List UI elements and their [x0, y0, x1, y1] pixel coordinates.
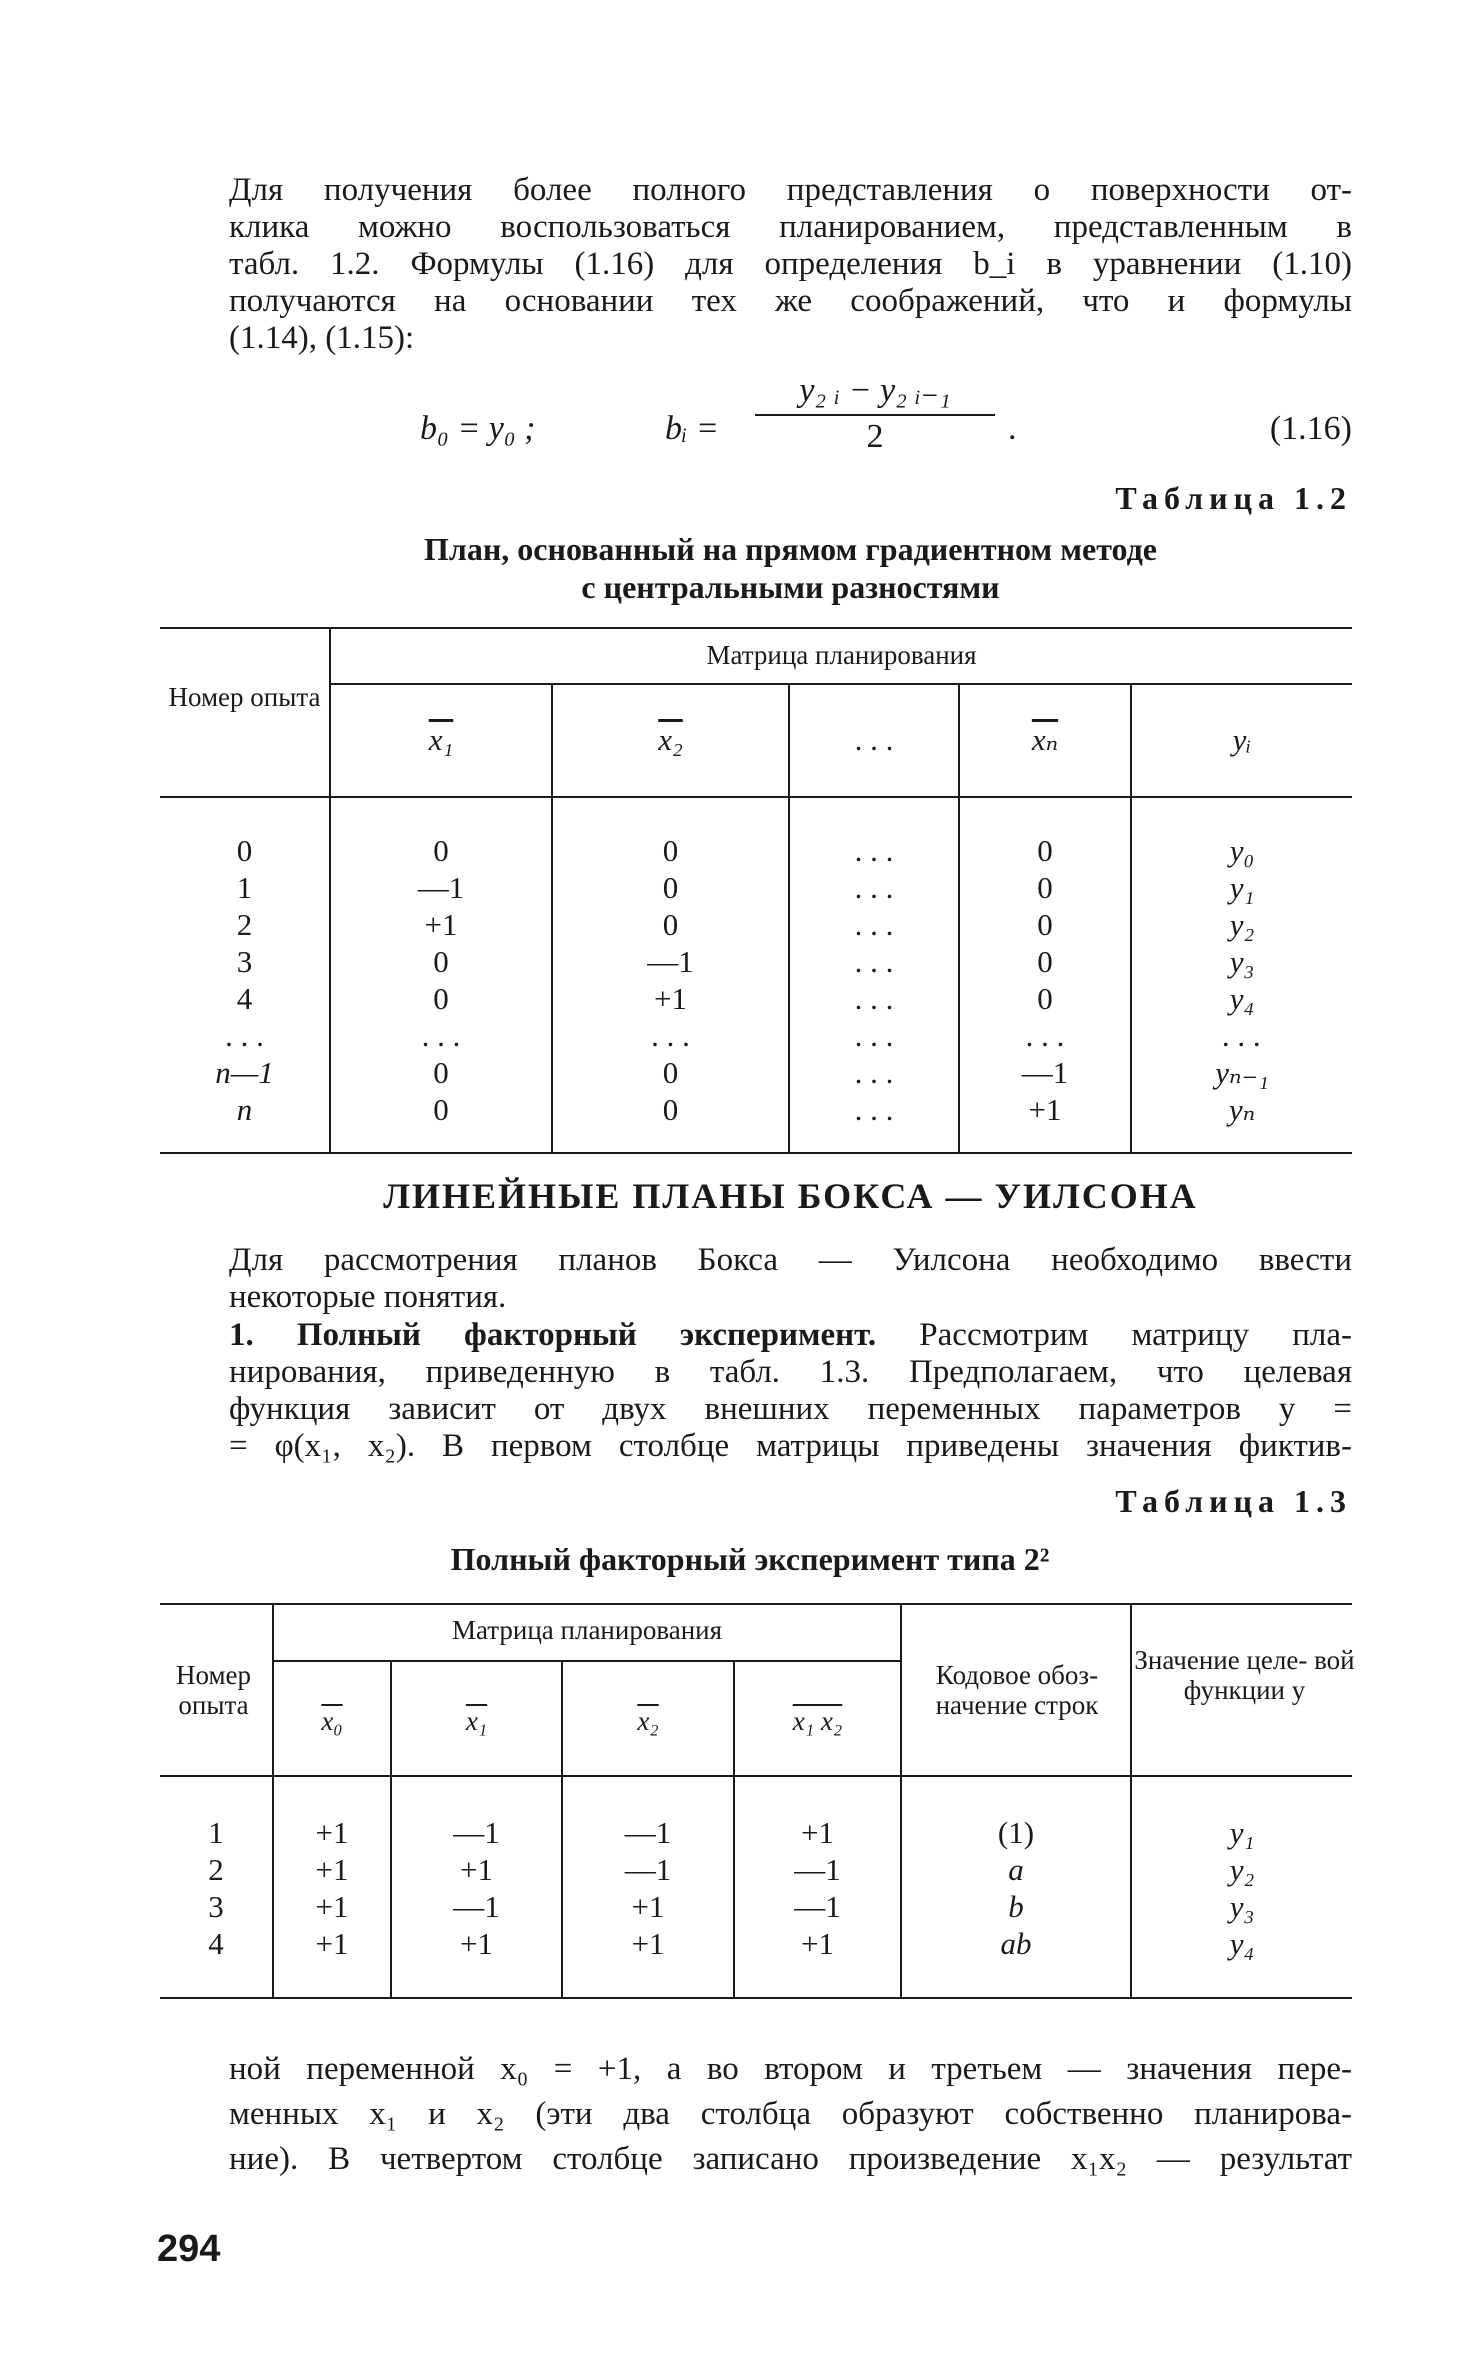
- table-cell: . . .: [651, 1018, 690, 1053]
- column-y: [1132, 832, 1352, 1128]
- table-cell: y₃: [1229, 944, 1255, 979]
- table-cell: +1: [631, 1926, 665, 1961]
- table-1-2-caption: Таблица 1.2: [1115, 480, 1352, 516]
- table-cell: b: [1008, 1889, 1024, 1924]
- formula-dot: .: [1008, 410, 1017, 447]
- table-cell: +1: [801, 1815, 834, 1850]
- table-cell: +1: [315, 1926, 349, 1961]
- table-cell: 0: [433, 1092, 449, 1127]
- column-x1: [331, 832, 551, 1128]
- table-title-line: с центральными разностями: [581, 569, 1000, 605]
- table-cell: a: [1008, 1852, 1024, 1887]
- table-cell: y₀: [1229, 833, 1255, 868]
- table-cell: 0: [236, 833, 253, 868]
- paragraph-full-factorial: [229, 1317, 1352, 1465]
- table-cell: —1: [647, 944, 694, 979]
- header-experiment-number: Номер опыта: [175, 1660, 252, 1720]
- paragraph-box-wilson: [229, 1242, 1352, 1316]
- table-cell: +1: [801, 1926, 834, 1961]
- table-cell: 0: [433, 833, 449, 868]
- table-bottom-rule: [160, 1152, 1352, 1154]
- formula-b0: b₀ = y₀ ;: [420, 410, 536, 447]
- table-cell: y₂: [1229, 907, 1255, 942]
- table-cell: 0: [1037, 981, 1053, 1016]
- table-cell: —1: [453, 1889, 500, 1924]
- header-planning-matrix: Матрица планирования: [451, 1615, 723, 1645]
- text-run: Рассмотрим матрицу пла-: [876, 1317, 1352, 1353]
- table-cell: . . .: [854, 1055, 894, 1090]
- table-cell: . . .: [225, 1018, 264, 1053]
- table-top-rule: [160, 1603, 1352, 1605]
- column-experiment-number: [160, 1814, 272, 1962]
- header-x1x2: x₁ x₂: [792, 1706, 843, 1736]
- column-experiment-number: [160, 832, 329, 1128]
- header-x0: x₀: [321, 1706, 343, 1736]
- header-planning-matrix: Матрица планирования: [706, 640, 977, 670]
- table-cell: —1: [794, 1852, 841, 1887]
- header-yi: yᵢ: [1232, 722, 1252, 757]
- table-cell: —1: [794, 1889, 841, 1924]
- table-cell: . . .: [854, 1018, 894, 1053]
- table-cell: +1: [315, 1889, 349, 1924]
- table-cell: —1: [1021, 1055, 1069, 1090]
- table-header-subrule: [272, 1660, 900, 1662]
- table-cell: 4: [236, 981, 253, 1016]
- column-x2: [563, 1814, 733, 1962]
- text-line: табл. 1.2. Формулы (1.16) для определения b_i в уравнении (1.10): [229, 246, 1352, 282]
- table-1-3-caption: Таблица 1.3: [1115, 1483, 1352, 1519]
- column-row-code: [902, 1814, 1130, 1962]
- section-heading: ЛИНЕЙНЫЕ ПЛАНЫ БОКСА — УИЛСОНА: [383, 1176, 1198, 1216]
- text-line: функция зависит от двух внешних переменных параметров y =: [229, 1391, 1352, 1427]
- table-cell: 0: [662, 1092, 679, 1127]
- text-line: нирования, приведенную в табл. 1.3. Предполагаем, что целевая: [229, 1354, 1352, 1390]
- table-cell: . . .: [854, 981, 894, 1016]
- table-cell: yₙ: [1228, 1092, 1256, 1127]
- header-dots: . . .: [854, 722, 894, 757]
- table-cell: y₁: [1229, 870, 1255, 905]
- paragraph-continuation: [229, 2047, 1352, 2182]
- table-cell: 4: [208, 1926, 224, 1961]
- table-header-bottom-rule: [160, 796, 1352, 798]
- formula-denominator: 2: [866, 418, 884, 455]
- table-cell: n—1: [215, 1055, 274, 1090]
- table-cell: —1: [453, 1815, 500, 1850]
- column-dots: [790, 832, 958, 1128]
- column-xn: [960, 832, 1130, 1128]
- table-cell: +1: [1028, 1092, 1062, 1127]
- table-cell: 0: [1037, 833, 1053, 868]
- table-cell: . . .: [854, 1092, 894, 1127]
- table-cell: +1: [315, 1852, 349, 1887]
- table-cell: . . .: [854, 907, 894, 942]
- table-cell: . . .: [1222, 1018, 1262, 1053]
- text-line: клика можно воспользоваться планированием, представленным в: [229, 209, 1352, 245]
- text-line: = φ(x₁, x₂). В первом столбце матрицы приведены значения фиктив-: [229, 1428, 1352, 1464]
- formula-fraction: [755, 370, 995, 456]
- table-header-bottom-rule: [160, 1775, 1352, 1777]
- text-line: Для получения более полного представления о поверхности от-: [229, 172, 1352, 208]
- text-line: ние). В четвертом столбце записано произведение x₁x₂ — результат: [229, 2141, 1352, 2177]
- table-cell: 0: [662, 870, 679, 905]
- header-target-value: Значение целе- вой функции y: [1134, 1645, 1355, 1705]
- header-x2: x₂: [658, 722, 683, 757]
- table-cell: 0: [433, 1055, 449, 1090]
- table-cell: 0: [433, 944, 449, 979]
- table-1-2-title: [229, 530, 1352, 606]
- table-1-3-title: Полный факторный эксперимент типа 2²: [450, 1541, 1050, 1577]
- table-cell: 0: [662, 833, 679, 868]
- column-x2: [553, 832, 788, 1128]
- header-x1: x₁: [428, 722, 454, 757]
- header-row-code: Кодовое обоз- начение строк: [935, 1660, 1099, 1720]
- column-x0: [274, 1814, 390, 1962]
- header-xn: $\overline{x_n}$: [1031, 722, 1059, 757]
- table-cell: 3: [236, 944, 253, 979]
- table-cell: —1: [624, 1815, 672, 1850]
- table-cell: . . .: [854, 833, 894, 868]
- text-line: [229, 1317, 1352, 1354]
- table-cell: 1: [208, 1815, 224, 1850]
- table-cell: 1: [236, 870, 253, 905]
- table-cell: +1: [460, 1852, 493, 1887]
- table-cell: (1): [997, 1815, 1035, 1850]
- table-cell: y₃: [1229, 1889, 1255, 1924]
- table-cell: +1: [424, 907, 458, 942]
- table-cell: 0: [1037, 870, 1053, 905]
- column-x1: [392, 1814, 561, 1962]
- table-cell: yₙ₋₁: [1215, 1055, 1269, 1090]
- table-cell: 0: [662, 907, 679, 942]
- table-cell: +1: [654, 981, 687, 1016]
- table-cell: +1: [315, 1815, 349, 1850]
- table-cell: ab: [1000, 1926, 1032, 1961]
- table-cell: +1: [460, 1926, 493, 1961]
- text-line: получаются на основании тех же соображений, что и формулы: [229, 283, 1352, 319]
- text-line: (1.14), (1.15):: [229, 320, 415, 356]
- formula-1-16: [420, 370, 1352, 460]
- table-cell: 2: [208, 1852, 224, 1887]
- table-cell: y₂: [1229, 1852, 1255, 1887]
- table-header-subrule: [329, 683, 1352, 685]
- text-line: некоторые понятия.: [229, 1279, 507, 1315]
- formula-numerator: y₂ ᵢ − y₂ ᵢ₋₁: [755, 370, 995, 416]
- table-cell: 0: [662, 1055, 679, 1090]
- table-bottom-rule: [160, 1997, 1352, 1999]
- table-cell: 0: [433, 981, 449, 1016]
- table-title-line: План, основанный на прямом градиентном методе: [424, 531, 1157, 567]
- table-cell: y₁: [1229, 1815, 1255, 1850]
- paragraph-lead-bold: 1. Полный факторный эксперимент.: [229, 1317, 877, 1353]
- table-cell: —1: [417, 870, 465, 905]
- text-line: менных x₁ и x₂ (эти два столбца образуют собственно планирова-: [229, 2096, 1352, 2132]
- header-x2: x₂: [637, 1706, 659, 1736]
- table-cell: 2: [236, 907, 253, 942]
- table-cell: 0: [1037, 944, 1053, 979]
- header-x1: x₁: [465, 1706, 488, 1736]
- table-top-rule: [160, 627, 1352, 629]
- table-cell: —1: [624, 1852, 672, 1887]
- text-line: Для рассмотрения планов Бокса — Уилсона необходимо ввести: [229, 1242, 1352, 1278]
- table-cell: 0: [1037, 907, 1053, 942]
- table-cell: . . .: [421, 1018, 461, 1053]
- column-x1x2: [735, 1814, 900, 1962]
- formula-number: (1.16): [1269, 410, 1352, 447]
- table-cell: +1: [631, 1889, 665, 1924]
- intro-paragraph: [229, 172, 1352, 357]
- table-cell: n: [236, 1092, 253, 1127]
- table-cell: y₄: [1229, 1926, 1255, 1961]
- formula-bi: bᵢ =: [665, 410, 719, 447]
- text-line: ной переменной x₀ = +1, а во втором и третьем — значения пере-: [229, 2051, 1352, 2087]
- page-number: 294: [157, 2228, 221, 2270]
- header-experiment-number: Номер опыта: [168, 682, 321, 712]
- table-cell: 3: [208, 1889, 224, 1924]
- table-cell: . . .: [1025, 1018, 1065, 1053]
- table-cell: . . .: [854, 944, 894, 979]
- table-cell: . . .: [854, 870, 894, 905]
- column-y: [1132, 1814, 1352, 1962]
- table-cell: y₄: [1229, 981, 1255, 1016]
